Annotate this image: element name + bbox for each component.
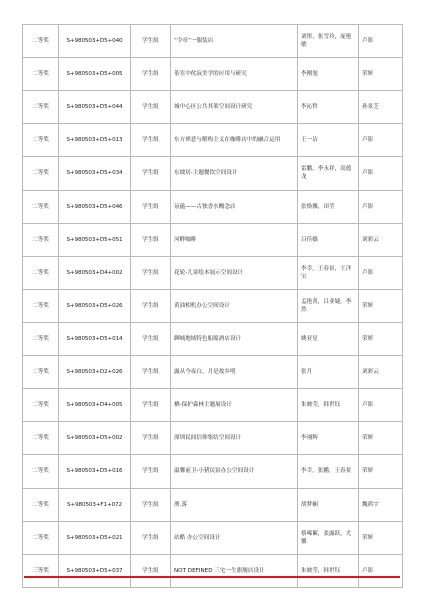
work-title-cell: 东方禅意与解构主义在咖啡店中的融合运用 <box>171 124 298 157</box>
table-row <box>23 256 403 289</box>
advisor-cell: 刘彩云 <box>359 356 403 389</box>
authors-cell: 李幸，王春景，王洋宝 <box>298 256 359 289</box>
award-cell: 二等奖 <box>23 389 59 422</box>
award-cell: 三等奖 <box>23 554 59 587</box>
work-title-cell: NOT DEFINED 三宅一生旗舰店设计 <box>171 554 298 587</box>
table-row <box>23 157 403 190</box>
work-title-cell: 东坡居-主题餐饮空间设计 <box>171 157 298 190</box>
advisor-cell: 孙景芝 <box>359 91 403 124</box>
group-cell: 学生组 <box>131 322 171 355</box>
table-row <box>23 554 403 587</box>
work-title-cell: 河畔咖啡 <box>171 223 298 256</box>
authors-cell: 王一洁 <box>298 124 359 157</box>
advisor-cell: 卢影 <box>359 124 403 157</box>
work-title-cell: 黄油相机办公空间设计 <box>171 289 298 322</box>
work-title-cell: 花轮-儿童绘本展示空间设计 <box>171 256 298 289</box>
table-row <box>23 91 403 124</box>
group-cell: 学生组 <box>131 356 171 389</box>
award-cell: 二等奖 <box>23 455 59 488</box>
work-title-cell: 聊城地域特色船船酒店设计 <box>171 322 298 355</box>
work-title-cell: 氛蕴——古独香水概念店 <box>171 190 298 223</box>
entry-code-cell: S+980503+D5+040 <box>59 25 131 58</box>
work-title-cell: 栖-保护森林主题展设计 <box>171 389 298 422</box>
award-cell: 二等奖 <box>23 256 59 289</box>
award-cell: 二等奖 <box>23 488 59 521</box>
work-title-cell: “令章”一服装店 <box>171 25 298 58</box>
advisor-cell: 荣妍 <box>359 422 403 455</box>
award-cell: 二等奖 <box>23 91 59 124</box>
group-cell: 学生组 <box>131 190 171 223</box>
table-row <box>23 389 403 422</box>
table-row <box>23 488 403 521</box>
entry-code-cell: S+980503+D5+002 <box>59 422 131 455</box>
entry-code-cell: S+980503+D5+021 <box>59 521 131 554</box>
advisor-cell: 荣妍 <box>359 322 403 355</box>
authors-cell: 朱映莹，韩世钰 <box>298 554 359 587</box>
authors-cell: 李幸，张鹏，王春景 <box>298 455 359 488</box>
entry-code-cell: S+980503+D5+051 <box>59 223 131 256</box>
awards-table <box>22 24 403 588</box>
authors-cell: 孟艳菁，吕亚婕，李然 <box>298 289 359 322</box>
authors-cell: 蔡唏絮，张露跃，尤馨 <box>298 521 359 554</box>
group-cell: 学生组 <box>131 91 171 124</box>
award-cell: 二等奖 <box>23 322 59 355</box>
authors-cell: 张月 <box>298 356 359 389</box>
award-cell: 二等奖 <box>23 289 59 322</box>
authors-cell: 刘彤，张雪玲，庞艳敏 <box>298 25 359 58</box>
advisor-cell: 卢影 <box>359 554 403 587</box>
group-cell: 学生组 <box>131 223 171 256</box>
authors-cell: 朱映莹，韩世钰 <box>298 389 359 422</box>
award-cell: 二等奖 <box>23 190 59 223</box>
table-row <box>23 422 403 455</box>
advisor-cell: 卢影 <box>359 25 403 58</box>
group-cell: 学生组 <box>131 455 171 488</box>
award-cell: 二等奖 <box>23 521 59 554</box>
authors-cell: 李翊辉 <box>298 422 359 455</box>
table-row <box>23 223 403 256</box>
entry-code-cell: S+980503+D4+005 <box>59 389 131 422</box>
award-cell: 二等奖 <box>23 356 59 389</box>
table-row <box>23 124 403 157</box>
table-row <box>23 289 403 322</box>
authors-cell: 吕佳嫱 <box>298 223 359 256</box>
advisor-cell: 卢影 <box>359 389 403 422</box>
work-title-cell: 深圳民间信仰集结空间设计 <box>171 422 298 455</box>
group-cell: 学生组 <box>131 554 171 587</box>
advisor-cell: 荣妍 <box>359 58 403 91</box>
entry-code-cell: S+980503+D5+014 <box>59 322 131 355</box>
authors-cell: 胡梦娴 <box>298 488 359 521</box>
group-cell: 学生组 <box>131 256 171 289</box>
work-title-cell: 温馨前卫-小猪民宿办公空间设计 <box>171 455 298 488</box>
work-title-cell: 露从今夜白，月是故乡明 <box>171 356 298 389</box>
advisor-cell: 卢影 <box>359 190 403 223</box>
group-cell: 学生组 <box>131 422 171 455</box>
work-title-cell: 渔.落 <box>171 488 298 521</box>
advisor-cell: 荣妍 <box>359 455 403 488</box>
awards-table-body <box>23 25 403 588</box>
award-cell: 二等奖 <box>23 223 59 256</box>
entry-code-cell: S+980503+D5+037 <box>59 554 131 587</box>
table-row <box>23 25 403 58</box>
entry-code-cell: S+980503+D2+026 <box>59 356 131 389</box>
group-cell: 学生组 <box>131 521 171 554</box>
group-cell: 学生组 <box>131 25 171 58</box>
table-row <box>23 356 403 389</box>
advisor-cell: 荣妍 <box>359 289 403 322</box>
table-row <box>23 322 403 355</box>
work-title-cell: 茶室中侘寂美学的应用与研究 <box>171 58 298 91</box>
group-cell: 学生组 <box>131 289 171 322</box>
table-row <box>23 58 403 91</box>
entry-code-cell: S+980503+D5+046 <box>59 190 131 223</box>
entry-code-cell: S+980503+D5+013 <box>59 124 131 157</box>
advisor-cell: 卢影 <box>359 157 403 190</box>
award-cell: 二等奖 <box>23 58 59 91</box>
authors-cell: 雷鹏，李永祥，高德龙 <box>298 157 359 190</box>
work-title-cell: 城中心区公共其架空间设计研究 <box>171 91 298 124</box>
entry-code-cell: S+980503+D5+016 <box>59 455 131 488</box>
entry-code-cell: S+980503+D5+034 <box>59 157 131 190</box>
entry-code-cell: S+980503+D5+044 <box>59 91 131 124</box>
table-row <box>23 455 403 488</box>
award-cell: 二等奖 <box>23 157 59 190</box>
advisor-cell: 刘彩云 <box>359 223 403 256</box>
authors-cell: 姚亚星 <box>298 322 359 355</box>
group-cell: 学生组 <box>131 58 171 91</box>
group-cell: 学生组 <box>131 488 171 521</box>
authors-cell: 张焕馨，田莹 <box>298 190 359 223</box>
table-row <box>23 521 403 554</box>
advisor-cell: 魏鸿宇 <box>359 488 403 521</box>
award-cell: 二等奖 <box>23 422 59 455</box>
advisor-cell: 卢影 <box>359 256 403 289</box>
award-cell: 二等奖 <box>23 124 59 157</box>
group-cell: 学生组 <box>131 124 171 157</box>
entry-code-cell: S+980503+D4+002 <box>59 256 131 289</box>
authors-cell: 李沁哲 <box>298 91 359 124</box>
group-cell: 学生组 <box>131 389 171 422</box>
footer-divider <box>24 576 400 578</box>
authors-cell: 李刚旭 <box>298 58 359 91</box>
entry-code-cell: S+980503+D5+026 <box>59 289 131 322</box>
group-cell: 学生组 <box>131 157 171 190</box>
work-title-cell: 站酷 办公空间设计 <box>171 521 298 554</box>
advisor-cell: 荣妍 <box>359 521 403 554</box>
entry-code-cell: S+980503+F1+072 <box>59 488 131 521</box>
award-cell: 二等奖 <box>23 25 59 58</box>
entry-code-cell: S+980503+D5+005 <box>59 58 131 91</box>
table-row <box>23 190 403 223</box>
